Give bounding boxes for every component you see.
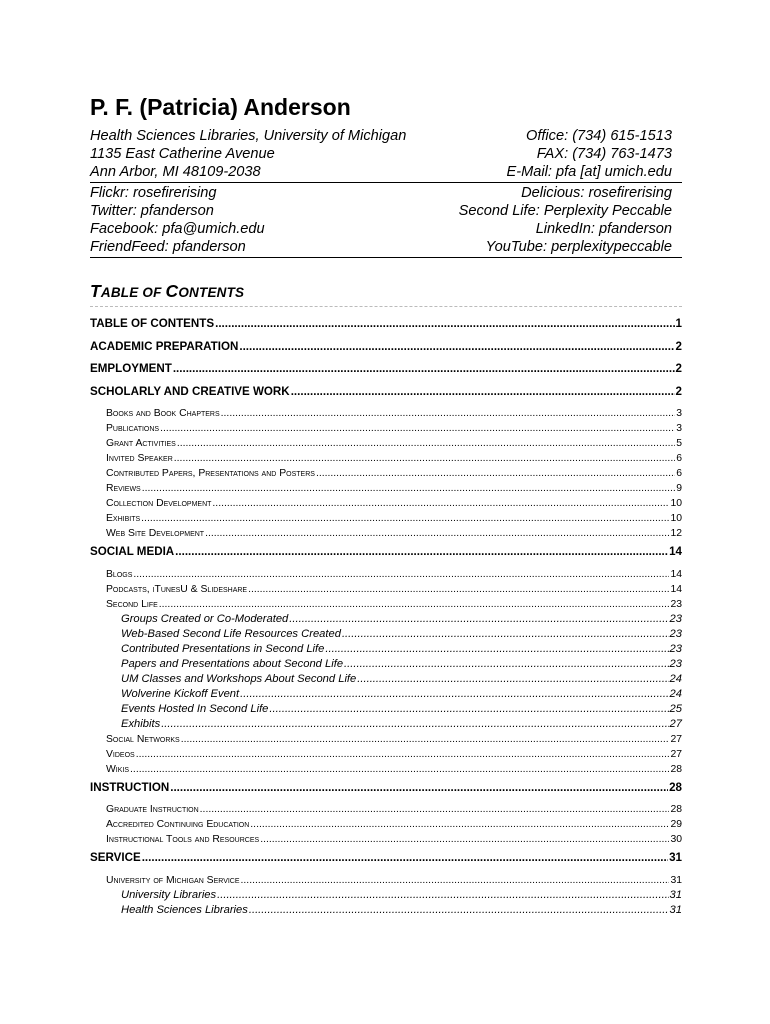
toc-entry-page: 6 bbox=[676, 453, 682, 464]
toc-entry[interactable] bbox=[90, 777, 682, 800]
toc-entry[interactable] bbox=[90, 436, 682, 451]
leader-dots bbox=[249, 903, 669, 918]
toc-entry-label: Wikis bbox=[106, 763, 130, 775]
toc-entry-label: INSTRUCTION bbox=[90, 780, 170, 794]
leader-dots bbox=[241, 873, 670, 888]
friendfeed-handle: FriendFeed: pfanderson bbox=[90, 239, 246, 255]
toc-entry-label: Accredited Continuing Education bbox=[106, 819, 250, 830]
toc-entry-page: 25 bbox=[669, 702, 682, 715]
toc-entry[interactable] bbox=[90, 702, 682, 717]
toc-entry[interactable] bbox=[90, 817, 682, 832]
contact-row bbox=[90, 127, 672, 145]
toc-entry-label: University Libraries bbox=[121, 888, 217, 901]
toc-heading-initial: C bbox=[165, 281, 179, 301]
toc-entry-label: Grant Activities bbox=[106, 438, 176, 449]
toc-entry-label: Web Site Development bbox=[106, 528, 205, 539]
toc-entry[interactable] bbox=[90, 717, 682, 732]
toc-entry-label: Blogs bbox=[106, 568, 133, 580]
toc-entry[interactable] bbox=[90, 336, 682, 359]
toc-entry-label: Papers and Presentations about Second Life bbox=[121, 657, 344, 670]
leader-dots bbox=[239, 336, 674, 359]
toc-heading bbox=[90, 281, 682, 302]
toc-entry-page: 2 bbox=[675, 384, 682, 398]
linkedin-handle: LinkedIn: pfanderson bbox=[535, 221, 672, 237]
cv-page bbox=[90, 94, 682, 918]
youtube-handle: YouTube: perplexitypeccable bbox=[485, 239, 672, 255]
toc-entry-page: 28 bbox=[670, 763, 682, 775]
leader-dots bbox=[181, 732, 670, 747]
toc-entry-page: 31 bbox=[669, 851, 682, 864]
toc-entry-label: Contributed Papers, Presentations and Posters bbox=[106, 468, 315, 479]
toc-entry-label: Web-Based Second Life Resources Created bbox=[121, 627, 341, 640]
office-phone: Office: (734) 615-1513 bbox=[525, 128, 672, 144]
toc-entry-page: 2 bbox=[675, 339, 682, 353]
toc-entry-label: Wolverine Kickoff Event bbox=[121, 687, 240, 700]
toc-entry-label: TABLE OF CONTENTS bbox=[90, 317, 215, 330]
affiliation: Health Sciences Libraries, University of Michigan bbox=[90, 128, 407, 144]
toc-entry[interactable] bbox=[90, 642, 682, 657]
toc-entry[interactable] bbox=[90, 873, 682, 888]
leader-dots bbox=[173, 358, 675, 381]
toc-entry-page: 29 bbox=[670, 819, 682, 830]
toc-entry-page: 14 bbox=[669, 545, 682, 558]
toc-entry-label: SERVICE bbox=[90, 851, 141, 864]
toc-entry[interactable] bbox=[90, 597, 682, 612]
toc-entry-page: 23 bbox=[669, 612, 682, 625]
toc-entry[interactable] bbox=[90, 802, 682, 817]
leader-dots bbox=[357, 672, 668, 687]
leader-dots bbox=[215, 313, 674, 336]
toc-entry[interactable] bbox=[90, 627, 682, 642]
leader-dots bbox=[325, 642, 668, 657]
toc-entry-page: 2 bbox=[675, 362, 682, 375]
toc-entry-label: Podcasts, iTunesU & Slideshare bbox=[106, 583, 248, 595]
toc-entry[interactable] bbox=[90, 888, 682, 903]
toc-entry-page: 23 bbox=[669, 627, 682, 640]
leader-dots bbox=[316, 466, 675, 481]
delicious-handle: Delicious: rosefirerising bbox=[521, 185, 672, 201]
toc-entry-label: Exhibits bbox=[106, 513, 141, 524]
toc-entry-page: 3 bbox=[676, 408, 682, 419]
toc-heading-initial: T bbox=[90, 281, 101, 301]
toc-entry-label: Collection Development bbox=[106, 498, 212, 509]
city-address: Ann Arbor, MI 48109-2038 bbox=[90, 164, 261, 180]
toc-list bbox=[90, 313, 682, 918]
toc-entry-page: 23 bbox=[670, 598, 682, 610]
leader-dots bbox=[248, 582, 669, 597]
toc-entry-page: 30 bbox=[670, 834, 682, 845]
toc-entry-label: ACADEMIC PREPARATION bbox=[90, 339, 239, 353]
social-row bbox=[90, 202, 672, 220]
toc-entry[interactable] bbox=[90, 481, 682, 496]
toc-entry-page: 3 bbox=[676, 423, 682, 434]
toc-entry-label: Exhibits bbox=[121, 717, 161, 730]
toc-entry-label: Invited Speaker bbox=[106, 453, 173, 464]
leader-dots bbox=[141, 511, 669, 526]
leader-dots bbox=[200, 802, 670, 817]
toc-entry-page: 10 bbox=[670, 498, 682, 509]
leader-dots bbox=[250, 817, 669, 832]
leader-dots bbox=[344, 657, 669, 672]
toc-entry-label: EMPLOYMENT bbox=[90, 362, 172, 375]
second-life-handle: Second Life: Perplexity Peccable bbox=[458, 203, 672, 219]
social-row bbox=[90, 220, 672, 238]
leader-dots bbox=[260, 832, 669, 847]
toc-entry[interactable] bbox=[90, 657, 682, 672]
facebook-handle: Facebook: pfa@umich.edu bbox=[90, 221, 265, 237]
leader-dots bbox=[160, 421, 675, 436]
toc-entry[interactable] bbox=[90, 496, 682, 511]
divider bbox=[90, 306, 682, 307]
toc-entry-page: 6 bbox=[676, 468, 682, 479]
leader-dots bbox=[205, 526, 669, 541]
toc-entry[interactable] bbox=[90, 567, 682, 582]
leader-dots bbox=[240, 687, 668, 702]
flickr-handle: Flickr: rosefirerising bbox=[90, 185, 217, 201]
toc-entry[interactable] bbox=[90, 612, 682, 627]
toc-entry-label: Groups Created or Co-Moderated bbox=[121, 612, 289, 625]
social-row bbox=[90, 238, 672, 256]
toc-entry-page: 24 bbox=[669, 672, 682, 685]
toc-entry-page: 14 bbox=[670, 583, 682, 595]
toc-entry[interactable] bbox=[90, 358, 682, 381]
leader-dots bbox=[342, 627, 669, 642]
contact-block bbox=[90, 127, 682, 183]
contact-row bbox=[90, 145, 672, 163]
toc-entry-label: Social Networks bbox=[106, 733, 180, 745]
toc-entry-page: 27 bbox=[669, 717, 682, 730]
toc-entry[interactable] bbox=[90, 762, 682, 777]
leader-dots bbox=[269, 702, 668, 717]
toc-entry-label: SOCIAL MEDIA bbox=[90, 545, 175, 558]
toc-entry-page: 27 bbox=[670, 733, 682, 745]
toc-entry-label: Instructional Tools and Resources bbox=[106, 834, 260, 845]
toc-heading-part: ONTENTS bbox=[178, 285, 245, 300]
toc-entry[interactable] bbox=[90, 903, 682, 918]
toc-entry-label: Reviews bbox=[106, 483, 141, 494]
leader-dots bbox=[136, 747, 670, 762]
leader-dots bbox=[177, 436, 675, 451]
toc-entry[interactable] bbox=[90, 732, 682, 747]
toc-entry-page: 23 bbox=[669, 642, 682, 655]
toc-heading-part: ABLE OF bbox=[100, 285, 166, 300]
toc-entry-page: 5 bbox=[676, 438, 682, 449]
toc-entry-label: Second Life bbox=[106, 598, 158, 610]
toc-entry-page: 31 bbox=[669, 888, 682, 901]
leader-dots bbox=[212, 496, 669, 511]
toc-entry[interactable] bbox=[90, 687, 682, 702]
leader-dots bbox=[142, 847, 668, 870]
toc-entry-label: University of Michigan Service bbox=[106, 874, 240, 886]
leader-dots bbox=[174, 451, 675, 466]
leader-dots bbox=[221, 406, 676, 421]
leader-dots bbox=[170, 777, 668, 800]
toc-entry-page: 9 bbox=[676, 483, 682, 494]
toc-entry-page: 28 bbox=[669, 780, 682, 794]
toc-entry-page: 24 bbox=[669, 687, 682, 700]
toc-entry-page: 23 bbox=[669, 657, 682, 670]
toc-entry-page: 31 bbox=[669, 903, 682, 916]
leader-dots bbox=[159, 597, 670, 612]
toc-entry[interactable] bbox=[90, 747, 682, 762]
leader-dots bbox=[161, 717, 668, 732]
street-address: 1135 East Catherine Avenue bbox=[90, 146, 275, 162]
toc-entry-page: 14 bbox=[670, 568, 682, 580]
toc-entry[interactable] bbox=[90, 847, 682, 870]
toc-entry[interactable] bbox=[90, 526, 682, 541]
toc-entry-label: SCHOLARLY AND CREATIVE WORK bbox=[90, 384, 290, 398]
social-block bbox=[90, 183, 682, 258]
leader-dots bbox=[130, 762, 669, 777]
toc-entry-label: Health Sciences Libraries bbox=[121, 903, 248, 916]
toc-entry-page: 12 bbox=[670, 528, 682, 539]
toc-entry[interactable] bbox=[90, 406, 682, 421]
toc-entry[interactable] bbox=[90, 582, 682, 597]
toc-entry-label: Events Hosted In Second Life bbox=[121, 702, 269, 715]
email-address: E-Mail: pfa [at] umich.edu bbox=[506, 164, 672, 180]
toc-entry-label: UM Classes and Workshops About Second Life bbox=[121, 672, 357, 685]
toc-entry[interactable] bbox=[90, 832, 682, 847]
toc-entry[interactable] bbox=[90, 451, 682, 466]
toc-entry[interactable] bbox=[90, 313, 682, 336]
toc-entry-label: Publications bbox=[106, 423, 160, 434]
leader-dots bbox=[289, 612, 668, 627]
toc-entry-label: Graduate Instruction bbox=[106, 804, 199, 815]
contact-row bbox=[90, 163, 672, 181]
toc-entry-page: 31 bbox=[670, 874, 682, 886]
toc-entry[interactable] bbox=[90, 541, 682, 564]
fax-number: FAX: (734) 763-1473 bbox=[536, 146, 672, 162]
social-row bbox=[90, 184, 672, 202]
toc-entry-label: Books and Book Chapters bbox=[106, 408, 220, 419]
toc-entry-page: 27 bbox=[670, 748, 682, 760]
toc-entry-page: 1 bbox=[675, 317, 682, 330]
author-name: P. F. (Patricia) Anderson bbox=[90, 94, 351, 120]
toc-entry-page: 10 bbox=[670, 513, 682, 524]
leader-dots bbox=[175, 541, 668, 564]
toc-entry[interactable] bbox=[90, 511, 682, 526]
toc-entry[interactable] bbox=[90, 421, 682, 436]
leader-dots bbox=[291, 381, 675, 404]
toc-entry-label: Contributed Presentations in Second Life bbox=[121, 642, 325, 655]
toc-entry-page: 28 bbox=[670, 804, 682, 815]
twitter-handle: Twitter: pfanderson bbox=[90, 203, 214, 219]
toc-entry[interactable] bbox=[90, 672, 682, 687]
toc-entry[interactable] bbox=[90, 381, 682, 404]
leader-dots bbox=[142, 481, 675, 496]
toc-entry[interactable] bbox=[90, 466, 682, 481]
leader-dots bbox=[133, 567, 669, 582]
leader-dots bbox=[217, 888, 668, 903]
toc-entry-label: Videos bbox=[106, 748, 135, 760]
